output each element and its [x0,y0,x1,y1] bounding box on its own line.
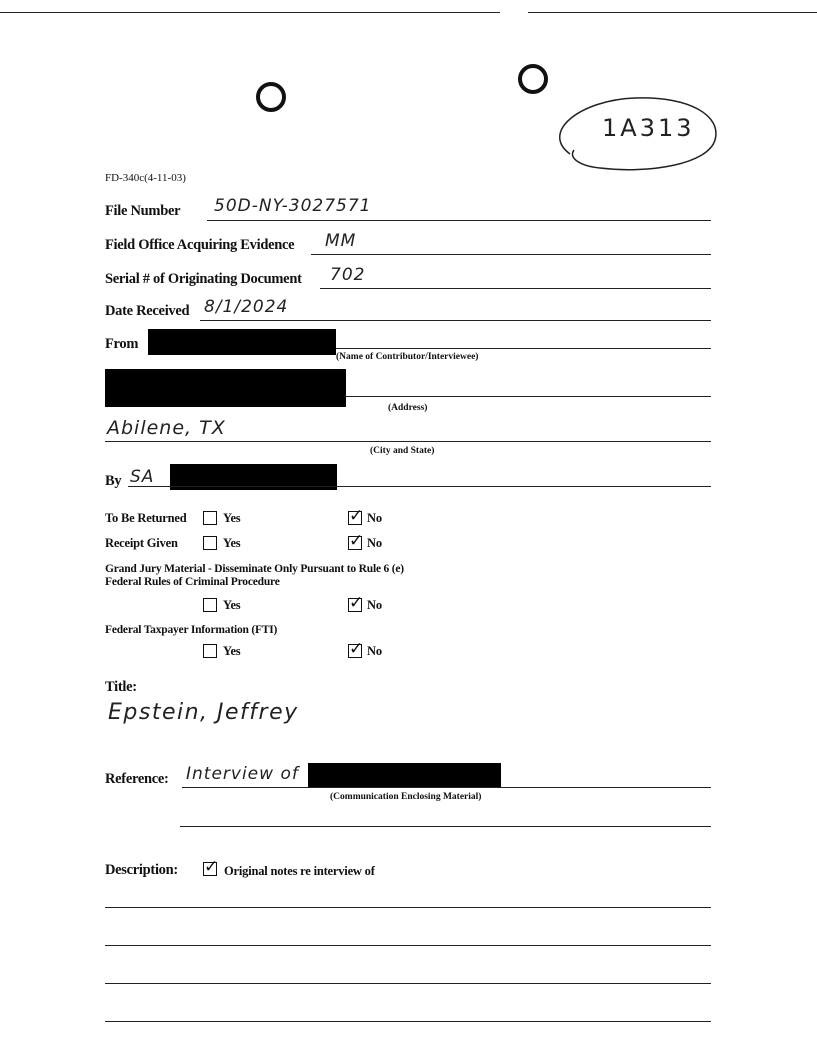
from-label: From [105,336,139,352]
from-line [336,348,711,349]
grand-jury-no-label: No [367,598,382,612]
title-label: Title: [105,679,137,695]
checkmark-icon: ✓ [204,857,219,877]
receipt-given-yes-checkbox[interactable] [203,536,217,550]
top-border-line [0,12,500,13]
receipt-given-label: Receipt Given [105,536,178,550]
to-be-returned-yes-checkbox[interactable] [203,511,217,525]
title-value: Epstein, Jeffrey [108,700,299,725]
punch-hole-left [256,82,286,112]
address-caption: (Address) [388,403,428,413]
form-id: FD-340c(4-11-03) [105,172,186,184]
reference-line-2 [180,826,711,827]
reference-line [182,787,711,788]
city-state-value: Abilene, TX [107,417,226,439]
date-received-value: 8/1/2024 [204,297,289,317]
serial-line [320,288,711,289]
description-label: Description: [105,862,178,878]
file-number-line [207,220,711,221]
stamp-text: 1A313 [602,114,695,142]
checkmark-icon: ✓ [349,639,364,659]
redaction-reference [308,763,501,787]
punch-hole-right [518,64,548,94]
field-office-value: MM [325,231,357,251]
city-state-caption: (City and State) [370,446,435,456]
serial-label: Serial # of Originating Document [105,271,302,287]
description-line-4 [105,1021,711,1022]
checkmark-icon: ✓ [349,531,364,551]
description-line-2 [105,945,711,946]
field-office-label: Field Office Acquiring Evidence [105,237,295,253]
reference-label: Reference: [105,771,169,787]
fti-label: Federal Taxpayer Information (FTI) [105,624,278,636]
file-number-value: 50D-NY-3027571 [214,196,372,216]
date-received-label: Date Received [105,303,190,319]
checkmark-icon: ✓ [349,506,364,526]
fti-no-label: No [367,644,382,658]
grand-jury-label-line1: Grand Jury Material - Disseminate Only Pursuant to Rule 6 (e) [105,563,404,575]
fti-yes-label: Yes [223,644,241,658]
fti-yes-checkbox[interactable] [203,644,217,658]
reference-value: Interview of [186,764,299,784]
description-line-1 [105,907,711,908]
top-border-line-right [528,12,817,13]
to-be-returned-yes-label: Yes [223,511,241,525]
by-value: SA [130,467,155,487]
from-caption: (Name of Contributor/Interviewee) [336,352,479,362]
by-label: By [105,473,122,489]
serial-value: 702 [330,265,366,285]
to-be-returned-no-label: No [367,511,382,525]
date-received-line [200,320,711,321]
address-line [346,396,711,397]
checkmark-icon: ✓ [349,593,364,613]
to-be-returned-label: To Be Returned [105,511,187,525]
file-number-label: File Number [105,203,181,219]
by-line [128,486,711,487]
receipt-given-yes-label: Yes [223,536,241,550]
redaction-address [105,369,346,407]
description-line-3 [105,983,711,984]
grand-jury-label-line2: Federal Rules of Criminal Procedure [105,576,280,588]
reference-caption: (Communication Enclosing Material) [330,792,482,802]
grand-jury-yes-checkbox[interactable] [203,598,217,612]
city-state-line [105,441,711,442]
grand-jury-yes-label: Yes [223,598,241,612]
field-office-line [311,254,711,255]
receipt-given-no-label: No [367,536,382,550]
description-text: Original notes re interview of [224,864,375,878]
redaction-from [148,329,336,355]
